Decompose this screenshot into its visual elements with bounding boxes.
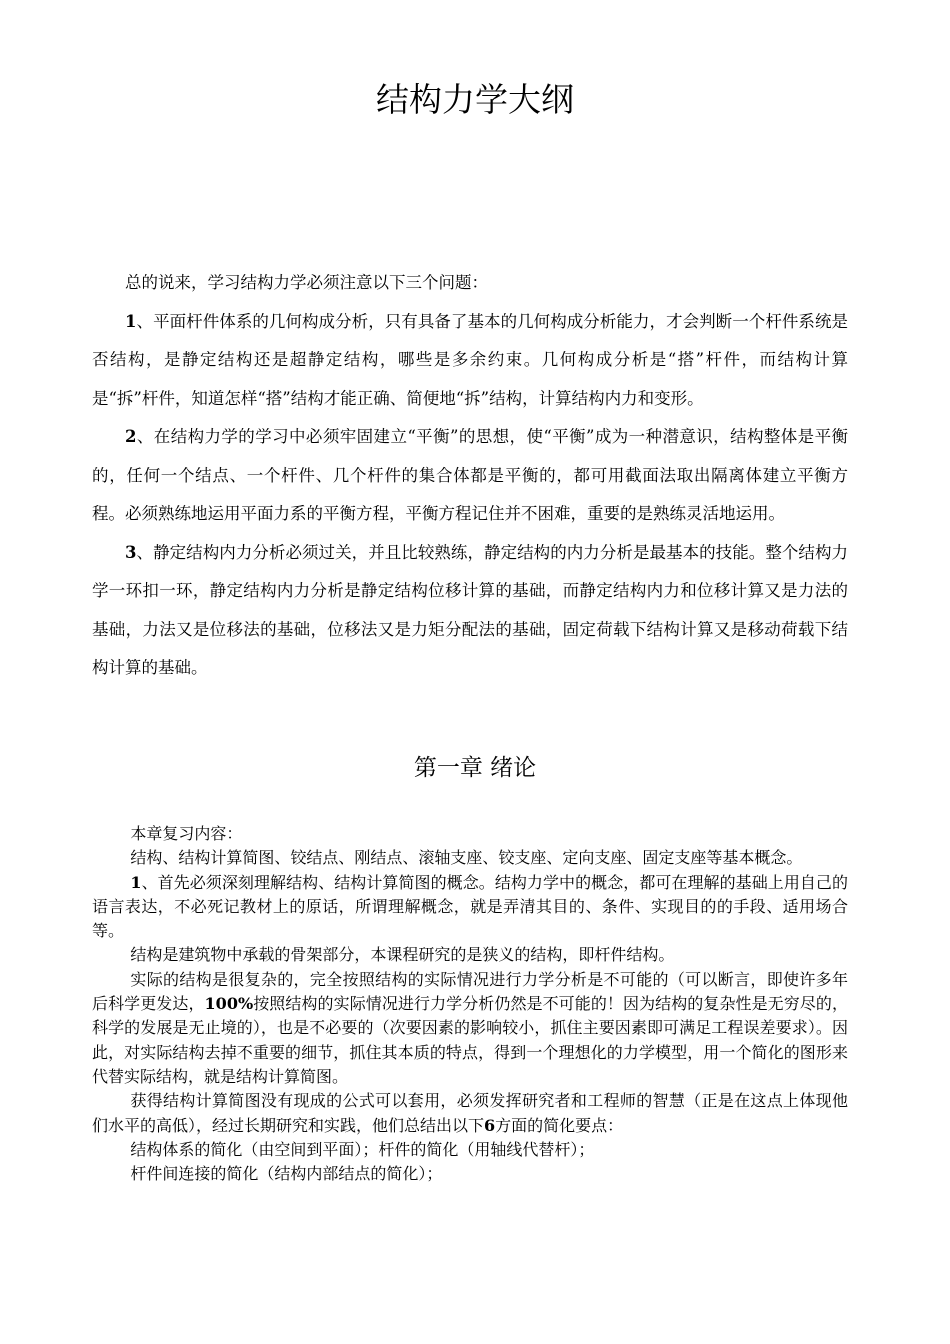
chapter-paragraph-text: 方面的简化要点： [495, 1115, 624, 1135]
intro-paragraph [92, 303, 848, 419]
intro-paragraph [92, 534, 848, 688]
intro-paragraph-text: 、平面杆件体系的几何构成分析，只有具备了基本的几何构成分析能力，才会判断一个杆件系统是否结构，是静定结构还是超静定结构，哪些是多余约束。几何构成分析是“搭”杆件，而结构计算是“拆”杆件，知道怎样“搭”结构才能正确、简便地“拆”结构，计算结构内力和变形。 [92, 311, 848, 408]
chapter-paragraph-text: 实际的结构是很复杂的，完全按照结构的实际情况进行力学分析是不可能的（可以断言，即使许多年后科学更发达， [92, 969, 848, 1014]
intro-paragraph-text: 总的说来，学习结构力学必须注意以下三个问题： [125, 273, 488, 292]
item-number: 1 [130, 872, 142, 892]
chapter-title: 第一章 绪论 [413, 755, 537, 781]
intro-paragraph [92, 418, 848, 534]
chapter-paragraph-text: 获得结构计算简图没有现成的公式可以套用，必须发挥研究者和工程师的智慧（正是在这点上体现他们水平的高低），经过长期研究和实践，他们总结出以下 [92, 1091, 848, 1135]
intro-paragraph-text: 、静定结构内力分析必须过关，并且比较熟练，静定结构的内力分析是最基本的技能。整个结构力学一环扣一环，静定结构内力分析是静定结构位移计算的基础，而静定结构内力和位移计算又是力法的基础，力法又是位移法的基础，位移法又是力矩分配法的基础，固定荷载下结构计算又是移动荷载下结构计算的基础。 [92, 542, 848, 677]
chapter-paragraph [92, 871, 848, 944]
chapter-paragraph [92, 1089, 848, 1138]
item-number: 2 [125, 427, 137, 446]
intro-paragraph [92, 264, 848, 303]
chapter-paragraph: 结构体系的简化（由空间到平面）；杆件的简化（用轴线代替杆）； [130, 1139, 595, 1159]
chapter-paragraph: 杆件间连接的简化（结构内部结点的简化）； [130, 1164, 443, 1184]
chapter-paragraph: 结构、结构计算简图、铰结点、刚结点、滚轴支座、铰支座、定向支座、固定支座等基本概念。 [130, 848, 803, 868]
item-number: 3 [125, 542, 137, 562]
count-value: 6 [484, 1115, 496, 1135]
chapter-paragraph: 结构是建筑物中承载的骨架部分，本课程研究的是狭义的结构，即杆件结构。 [130, 945, 675, 965]
document-title: 结构力学大纲 [376, 80, 574, 119]
chapter-paragraph: 本章复习内容： [130, 824, 243, 843]
item-number: 1 [125, 311, 137, 331]
chapter-paragraph [92, 968, 848, 1089]
intro-section [92, 264, 848, 688]
percent-value: 100% [204, 994, 254, 1014]
intro-paragraph-text: 、在结构力学的学习中必须牢固建立“平衡”的思想，使“平衡”成为一种潜意识，结构整体是平衡的，任何一个结点、一个杆件、几个杆件的集合体都是平衡的，都可用截面法取出隔离体建立平衡方程。必须熟练地运用平面力系的平衡方程，平衡方程记住并不困难，重要的是熟练灵活地运用。 [92, 427, 848, 523]
chapter-paragraph-text: 、首先必须深刻理解结构、结构计算简图的概念。结构力学中的概念，都可在理解的基础上用自己的语言表达，不必死记教材上的原话，所谓理解概念，就是弄清其目的、条件、实现目的的手段、适用场合等。 [92, 872, 848, 941]
chapter-body [92, 822, 848, 1186]
chapter-paragraph-text: 按照结构的实际情况进行力学分析仍然是不可能的！因为结构的复杂性是无穷尽的，科学的发展是无止境的），也是不必要的（次要因素的影响较小，抓住主要因素即可满足工程误差要求）。因此，对实际结构去掉不重要的细节，抓住其本质的特点，得到一个理想化的力学模型，用一个简化的图形来代替实际结构，就是结构计算简图。 [92, 994, 848, 1086]
